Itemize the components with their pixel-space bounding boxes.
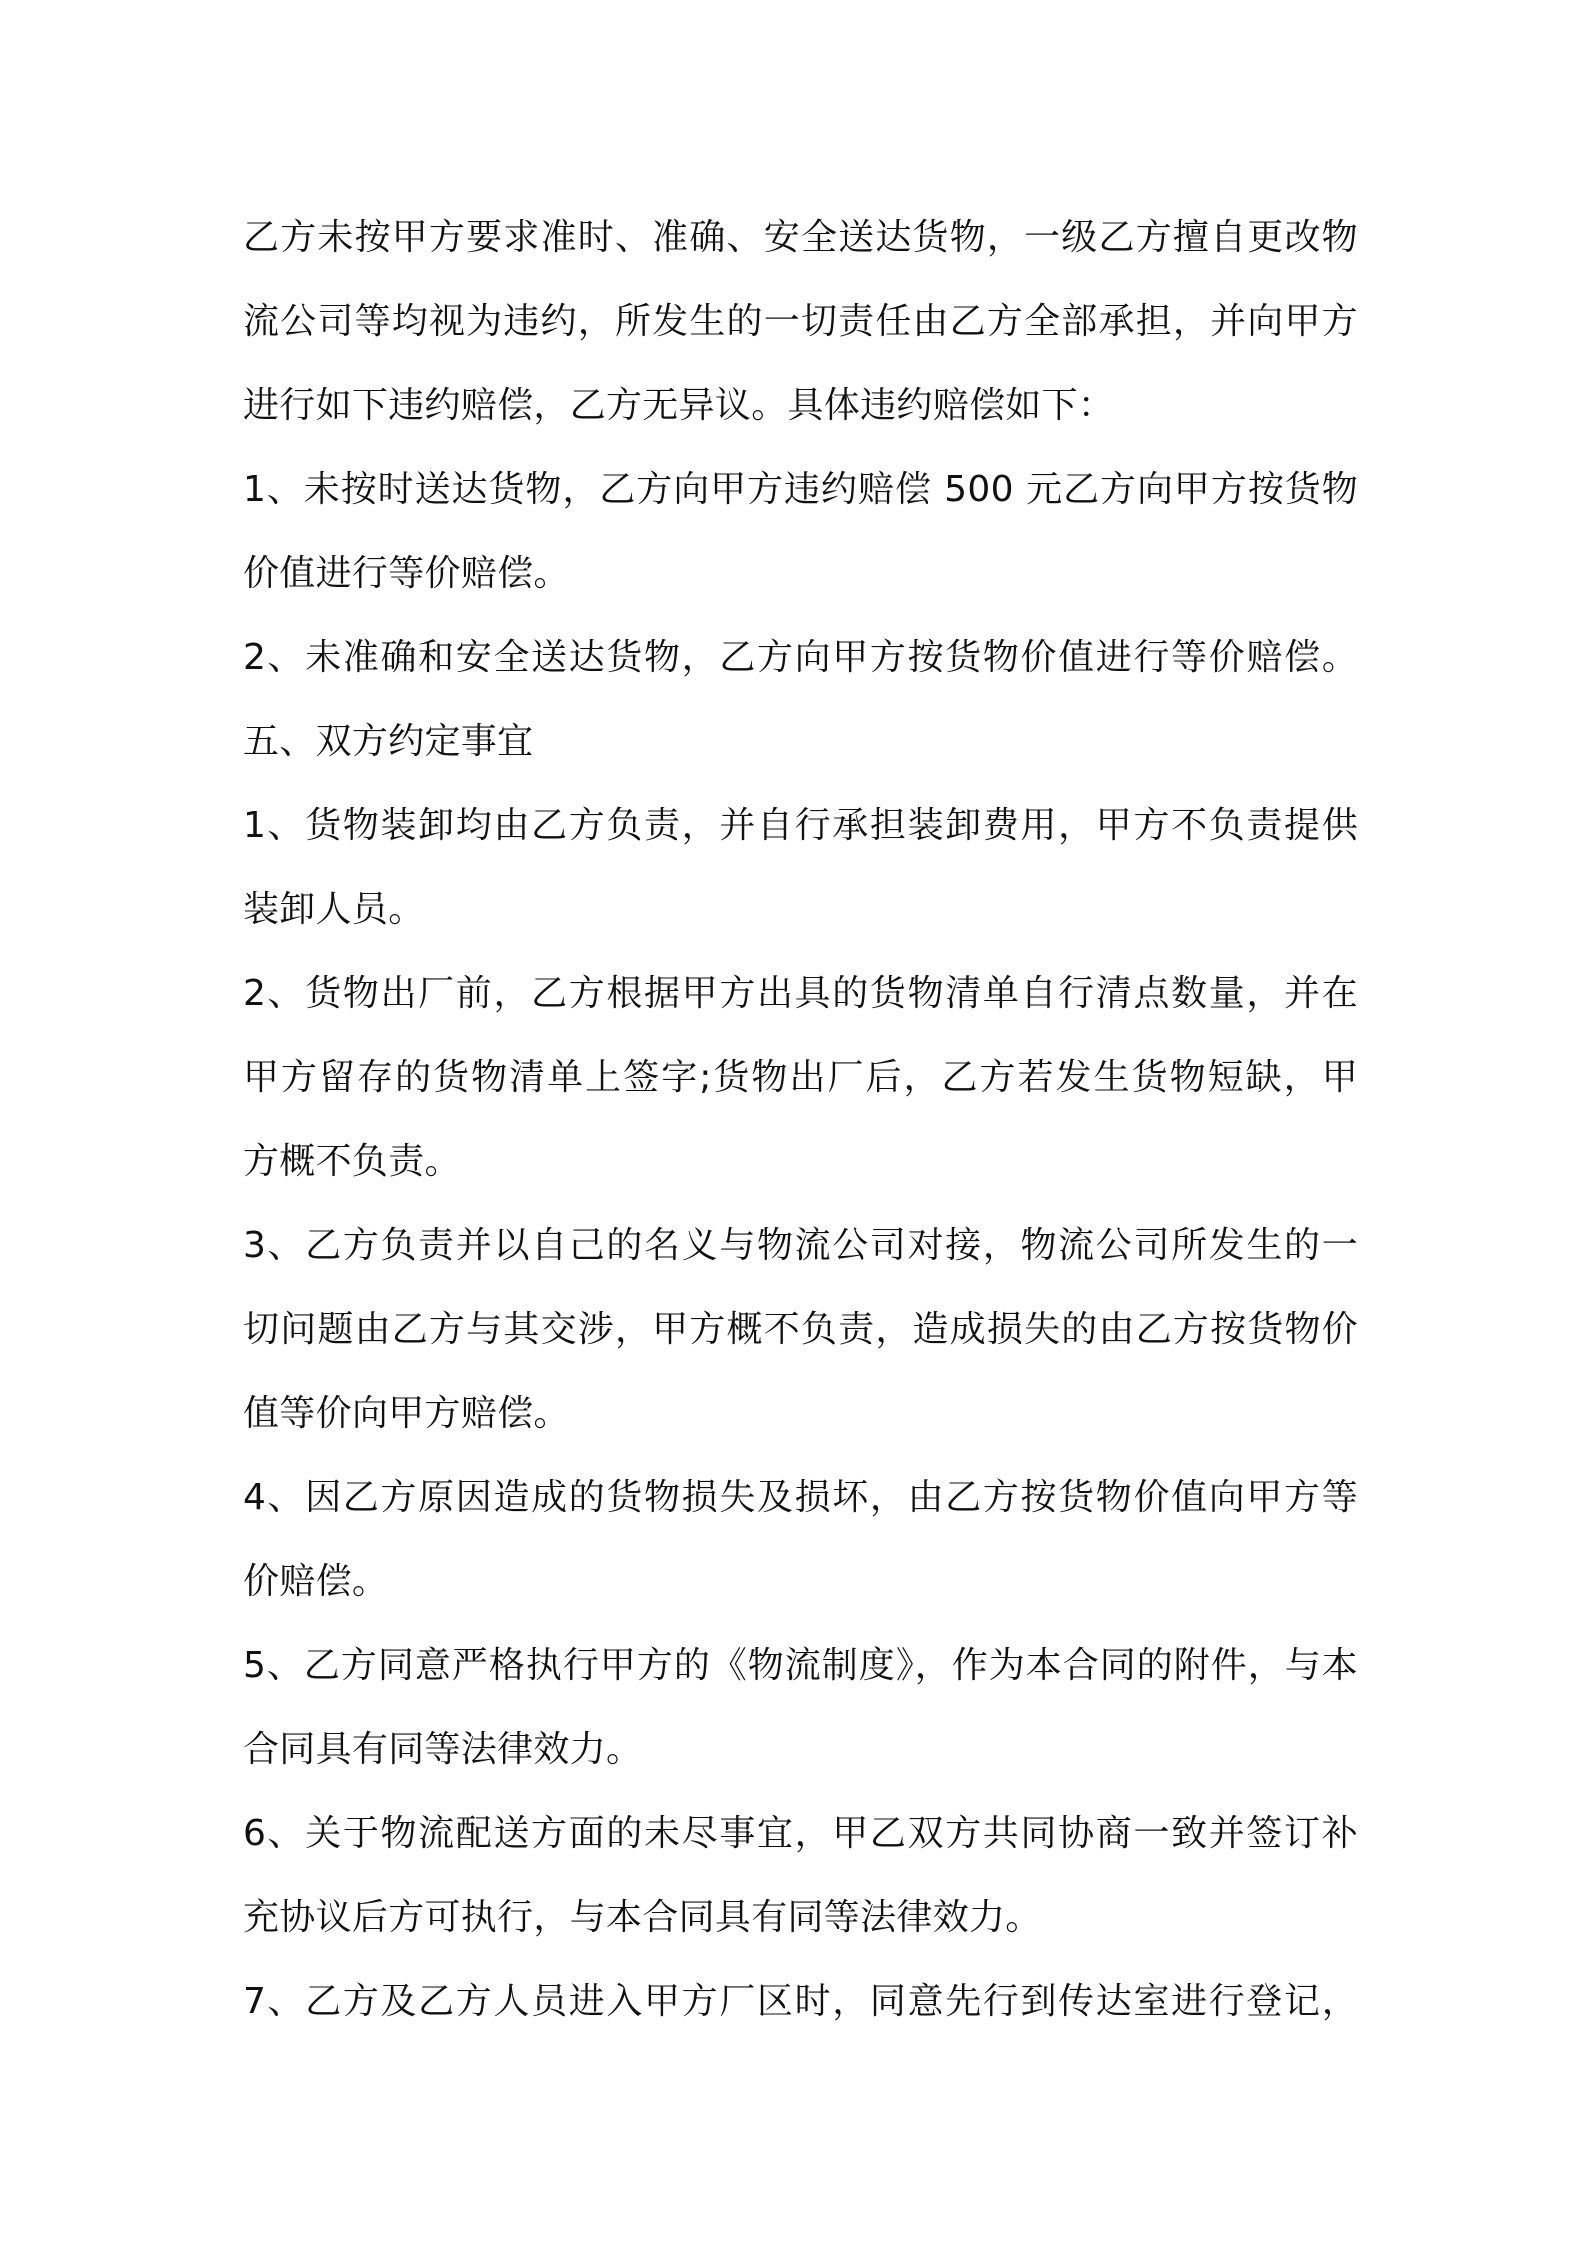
- clause-4-line: 4、因乙方原因造成的货物损失及损坏，由乙方按货物价值向甲方等: [243, 1477, 1358, 1518]
- clause-5-line: 5、乙方同意严格执行甲方的《物流制度》，作为本合同的附件，与本: [243, 1645, 1358, 1686]
- text-line: 切问题由乙方与其交涉，甲方概不负责，造成损失的由乙方按货物价: [243, 1309, 1358, 1350]
- text-line: 装卸人员。: [243, 889, 425, 930]
- section-heading: 五、双方约定事宜: [243, 721, 534, 762]
- text-line: 价值进行等价赔偿。: [243, 553, 570, 594]
- clause-3-line: 3、乙方负责并以自己的名义与物流公司对接，物流公司所发生的一: [243, 1225, 1358, 1266]
- text-line: 充协议后方可执行，与本合同具有同等法律效力。: [243, 1897, 1042, 1938]
- text-line: 乙方未按甲方要求准时、准确、安全送达货物，一级乙方擅自更改物: [243, 217, 1358, 258]
- clause-2-penalty-line: 2、未准确和安全送达货物，乙方向甲方按货物价值进行等价赔偿。: [243, 637, 1358, 678]
- text-line: 价赔偿。: [243, 1561, 389, 1602]
- text-line: 方概不负责。: [243, 1141, 461, 1182]
- clause-6-line: 6、关于物流配送方面的未尽事宜，甲乙双方共同协商一致并签订补: [243, 1813, 1358, 1854]
- text-line: 甲方留存的货物清单上签字;货物出厂后，乙方若发生货物短缺，甲: [243, 1057, 1358, 1098]
- text-line: 合同具有同等法律效力。: [243, 1729, 643, 1770]
- clause-1-line: 1、货物装卸均由乙方负责，并自行承担装卸费用，甲方不负责提供: [243, 805, 1358, 846]
- text-line: 值等价向甲方赔偿。: [243, 1393, 570, 1434]
- clause-2-line: 2、货物出厂前，乙方根据甲方出具的货物清单自行清点数量，并在: [243, 973, 1358, 1014]
- contract-text-body: [243, 196, 1358, 2044]
- clause-1-penalty-line: 1、未按时送达货物，乙方向甲方违约赔偿 500 元乙方向甲方按货物: [243, 469, 1358, 510]
- clause-7-line: 7、乙方及乙方人员进入甲方厂区时，同意先行到传达室进行登记，: [243, 1981, 1358, 2022]
- text-line: 进行如下违约赔偿，乙方无异议。具体违约赔偿如下：: [243, 385, 1115, 426]
- text-line: 流公司等均视为违约，所发生的一切责任由乙方全部承担，并向甲方: [243, 301, 1358, 342]
